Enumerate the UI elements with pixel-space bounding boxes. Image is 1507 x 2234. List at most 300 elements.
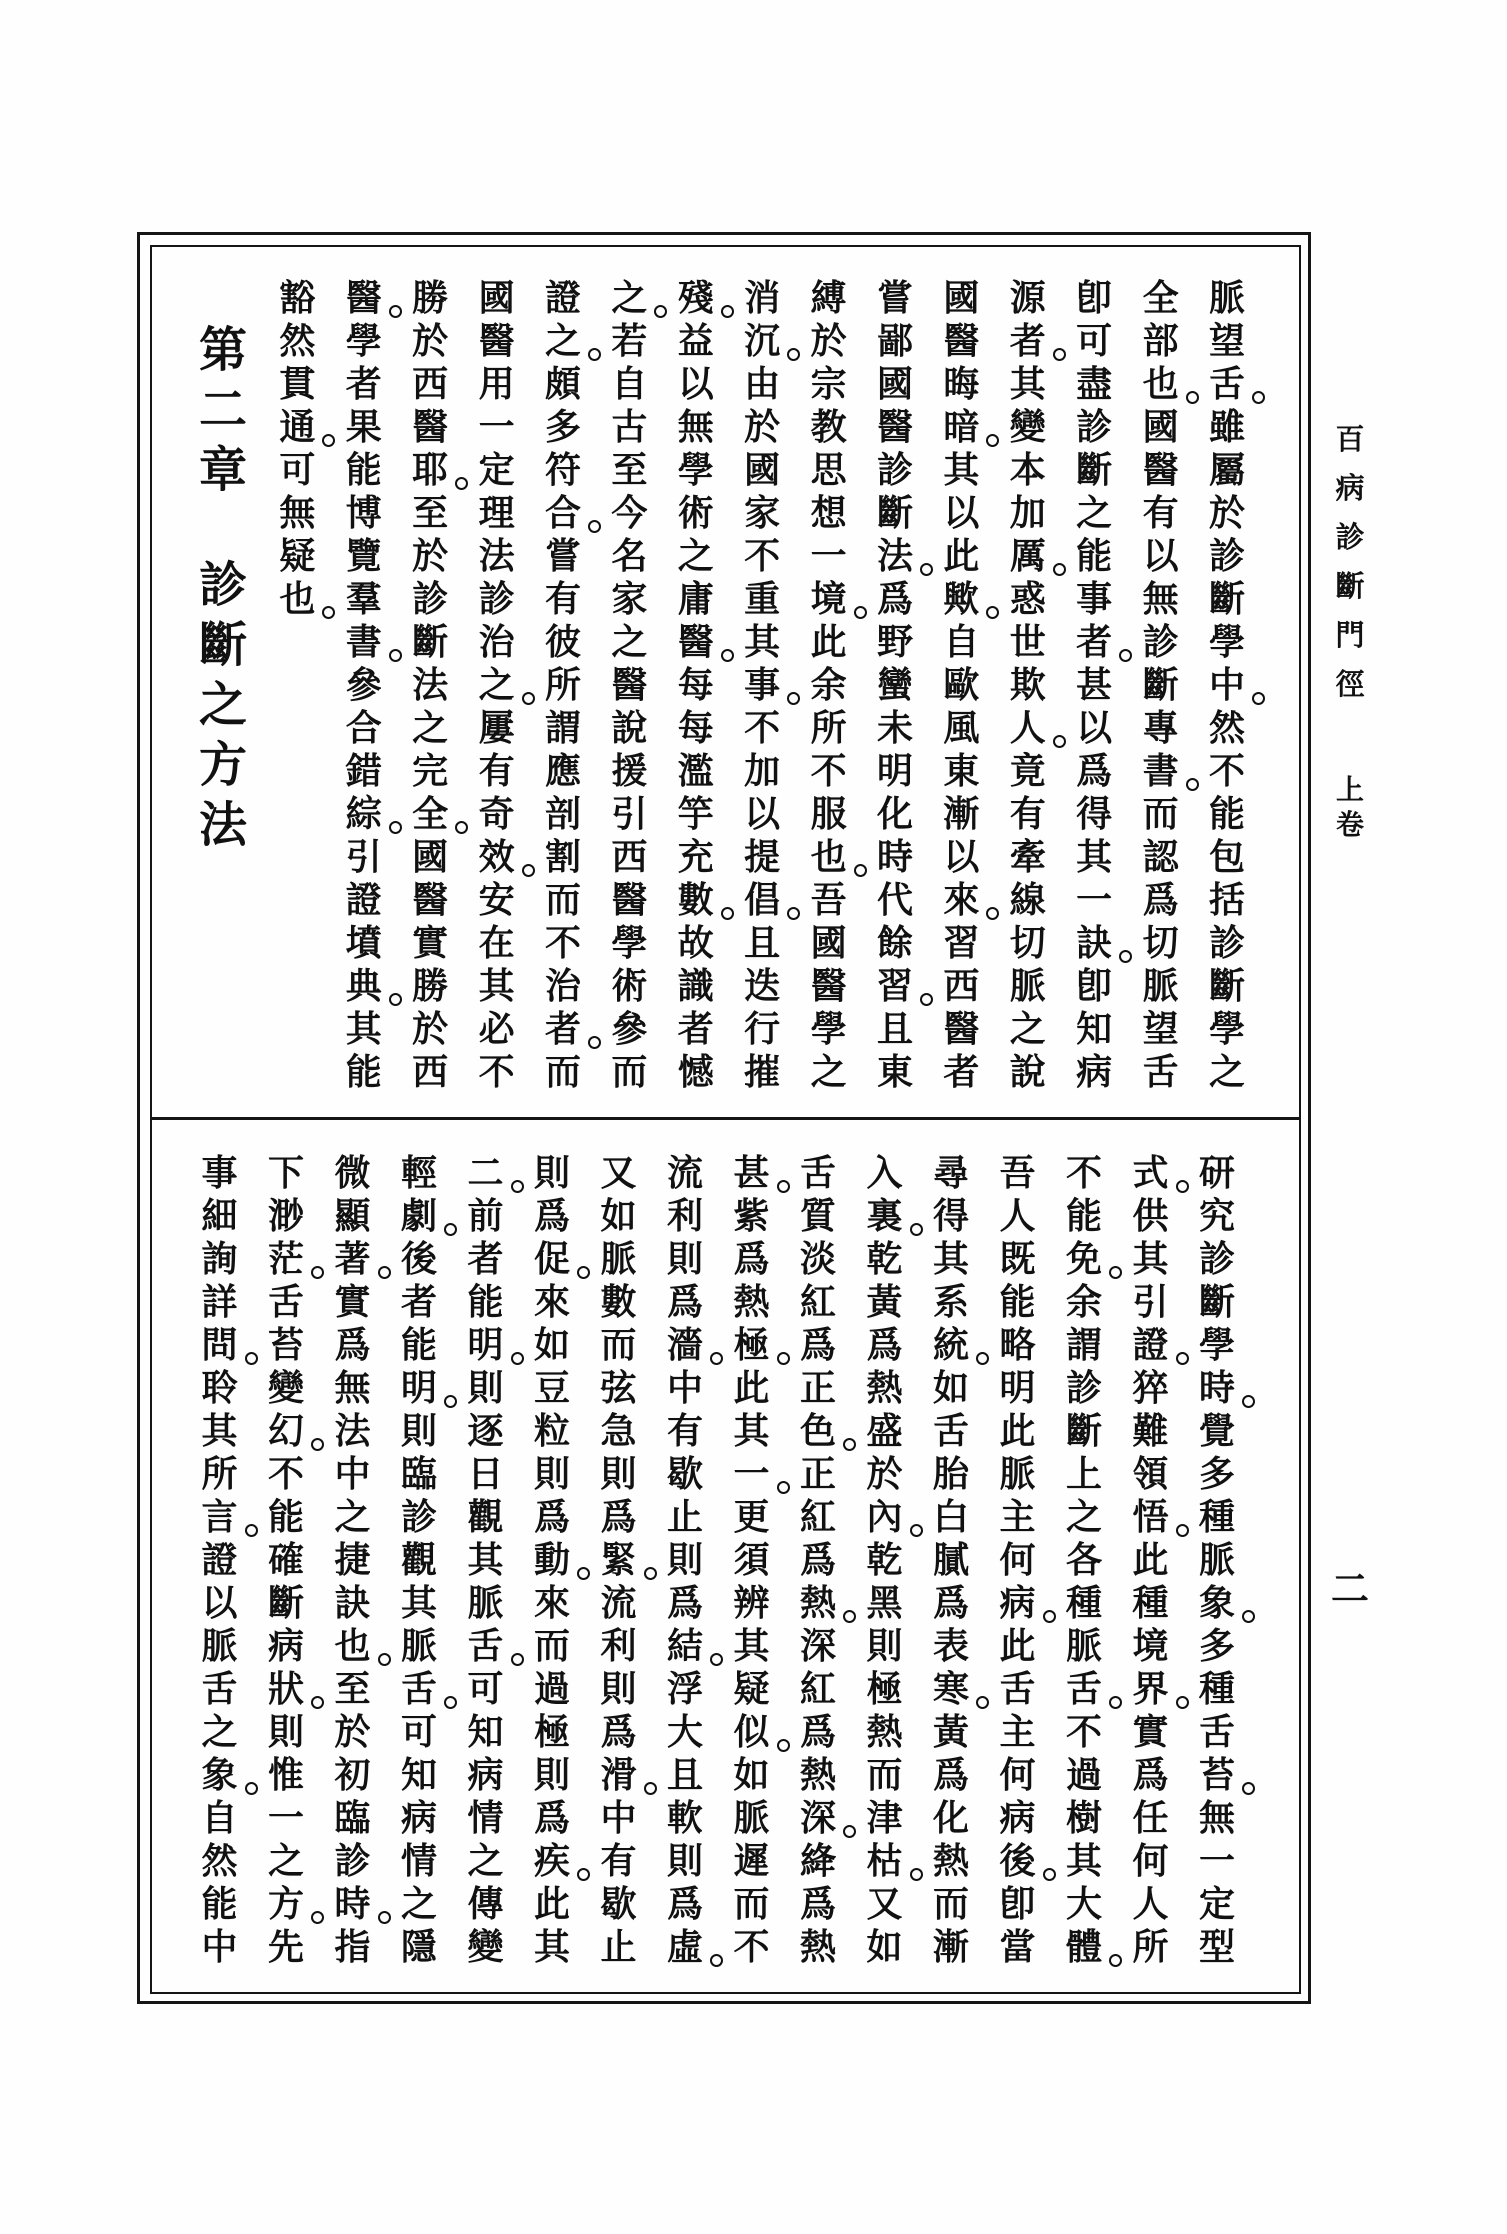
glyph: 國 [1142, 406, 1179, 448]
glyph: 餘 [876, 922, 913, 964]
glyph: 舌 [397, 1668, 441, 1711]
glyph: 其 [943, 449, 980, 491]
glyph: 門 [1335, 618, 1365, 652]
glyph: 其 [201, 1410, 238, 1452]
glyph: 黑 [866, 1582, 903, 1624]
text-column [597, 1152, 641, 1969]
glyph: 乾 [866, 1238, 903, 1280]
glyph: 醫 [611, 879, 648, 921]
glyph: 以 [201, 1582, 238, 1624]
glyph: 之 [198, 677, 247, 733]
glyph: 必 [478, 1008, 515, 1050]
glyph: 診 [334, 1840, 371, 1882]
glyph: 明 [876, 750, 913, 792]
glyph: 錯 [345, 750, 382, 792]
glyph: 不 [1065, 1711, 1102, 1753]
glyph: 沉 [740, 320, 784, 363]
glyph: 西 [412, 1051, 449, 1093]
glyph: 爲 [1076, 750, 1113, 792]
text-column [408, 277, 452, 1094]
glyph: 樹 [1065, 1797, 1102, 1839]
glyph: 緊 [597, 1539, 641, 1582]
glyph: 多 [1198, 1453, 1235, 1495]
glyph: 爲 [666, 1883, 703, 1925]
glyph: 其 [467, 1539, 504, 1581]
glyph: 則 [600, 1453, 637, 1495]
glyph: 舌 [1142, 1051, 1179, 1093]
glyph: 明 [999, 1367, 1036, 1409]
running-title [1330, 415, 1370, 709]
glyph: 方 [264, 1883, 308, 1926]
glyph: 謂 [544, 707, 581, 749]
glyph: 爲 [932, 1582, 969, 1624]
glyph: 極 [730, 1324, 774, 1367]
glyph: 結 [663, 1625, 707, 1668]
glyph: 極 [533, 1711, 570, 1753]
glyph: 能 [345, 449, 382, 491]
glyph: 人 [1132, 1883, 1169, 1925]
glyph: 二 [464, 1152, 508, 1195]
glyph: 又 [600, 1152, 637, 1194]
text-column [1072, 277, 1116, 1094]
glyph: 斷 [267, 1582, 304, 1624]
glyph: 領 [1132, 1453, 1169, 1495]
glyph: 後 [400, 1238, 437, 1280]
glyph: 有 [544, 578, 581, 620]
glyph: 醫 [478, 320, 515, 362]
glyph: 爲 [1142, 879, 1179, 921]
glyph: 所 [544, 664, 581, 706]
glyph: 實 [334, 1281, 371, 1323]
text-column [1006, 277, 1050, 1094]
glyph: 更 [733, 1496, 770, 1538]
glyph: 斷 [1198, 1281, 1235, 1323]
glyph: 則 [600, 1668, 637, 1710]
chapter-number [193, 320, 253, 500]
glyph: 白 [932, 1496, 969, 1538]
glyph: 多 [1198, 1625, 1235, 1667]
glyph: 包 [1208, 836, 1245, 878]
glyph: 急 [600, 1410, 637, 1452]
text-column [929, 1152, 973, 1969]
glyph: 縛 [810, 277, 847, 319]
glyph: 說 [611, 707, 648, 749]
text-column [674, 277, 718, 1094]
glyph: 屬 [1208, 449, 1245, 491]
glyph: 何 [1132, 1840, 1169, 1882]
glyph: 熱 [799, 1926, 836, 1968]
glyph: 其 [733, 1410, 770, 1452]
glyph: 治 [478, 621, 515, 663]
glyph: 爲 [600, 1496, 637, 1538]
glyph: 知 [1076, 1008, 1113, 1050]
glyph: 卽 [999, 1883, 1036, 1925]
glyph: 古 [611, 406, 648, 448]
glyph: 熱 [866, 1367, 903, 1409]
glyph: 豁 [279, 277, 316, 319]
glyph: 一 [478, 406, 515, 448]
glyph: 能 [1065, 1195, 1102, 1237]
glyph: 加 [1009, 492, 1046, 534]
glyph: 貫 [279, 363, 316, 405]
glyph: 者 [1072, 621, 1116, 664]
glyph: 臨 [334, 1797, 371, 1839]
glyph: 之 [1009, 1008, 1046, 1050]
glyph: 爲 [932, 1754, 969, 1796]
glyph: 則 [267, 1711, 304, 1753]
glyph: 傳 [467, 1883, 504, 1925]
glyph: 病 [467, 1754, 504, 1796]
glyph: 茫 [264, 1238, 308, 1281]
glyph: 不 [544, 922, 581, 964]
glyph: 引 [1132, 1281, 1169, 1323]
glyph: 病 [400, 1797, 437, 1839]
glyph: 色 [796, 1410, 840, 1453]
glyph: 參 [345, 664, 382, 706]
glyph: 熱 [733, 1281, 770, 1323]
glyph: 實 [412, 922, 449, 964]
glyph: 自 [611, 363, 648, 405]
glyph: 一 [810, 535, 847, 577]
glyph: 故 [677, 922, 714, 964]
glyph: 病 [996, 1582, 1040, 1625]
glyph: 爲 [866, 1324, 903, 1366]
glyph: 診 [876, 449, 913, 491]
glyph: 入 [866, 1152, 903, 1194]
glyph: 爲 [666, 1582, 703, 1624]
glyph: 境 [1132, 1625, 1169, 1667]
glyph: 著 [331, 1238, 375, 1281]
glyph: 於 [1208, 492, 1245, 534]
glyph: 也 [1139, 363, 1183, 406]
glyph: 能 [467, 1281, 504, 1323]
glyph: 明 [397, 1367, 441, 1410]
glyph: 能 [400, 1324, 437, 1366]
glyph: 家 [611, 578, 648, 620]
glyph: 則 [533, 1453, 570, 1495]
glyph: 也 [275, 578, 319, 621]
glyph: 一 [267, 1797, 304, 1839]
glyph: 型 [1198, 1926, 1235, 1968]
glyph: 法 [334, 1410, 371, 1452]
glyph: 臨 [400, 1453, 437, 1495]
glyph: 斷 [876, 492, 913, 534]
glyph: 方 [198, 737, 247, 793]
glyph: 醫 [342, 277, 386, 320]
glyph: 也 [807, 836, 851, 879]
glyph: 則 [666, 1840, 703, 1882]
glyph: 爲 [799, 1539, 836, 1581]
glyph: 羣 [345, 578, 382, 620]
glyph: 而 [544, 1051, 581, 1093]
glyph: 情 [400, 1840, 437, 1882]
glyph: 詢 [201, 1238, 238, 1280]
glyph: 膩 [932, 1539, 969, 1581]
glyph: 觀 [467, 1496, 504, 1538]
glyph: 然 [201, 1840, 238, 1882]
glyph: 吾 [810, 879, 847, 921]
glyph: 苔 [267, 1324, 304, 1366]
glyph: 合 [345, 707, 382, 749]
glyph: 情 [467, 1797, 504, 1839]
text-column [607, 277, 651, 1094]
glyph: 歐 [943, 664, 980, 706]
glyph: 苔 [1195, 1754, 1239, 1797]
glyph: 者 [1006, 320, 1050, 363]
glyph: 則 [400, 1410, 437, 1452]
glyph: 東 [943, 750, 980, 792]
glyph: 於 [412, 1008, 449, 1050]
glyph: 爲 [666, 1281, 703, 1323]
glyph: 熱 [866, 1711, 903, 1753]
glyph: 脈 [600, 1238, 637, 1280]
glyph: 至 [412, 492, 449, 534]
glyph: 如 [866, 1926, 903, 1968]
glyph: 診 [1065, 1367, 1102, 1409]
glyph: 所 [1132, 1926, 1169, 1968]
glyph: 病 [267, 1625, 304, 1667]
glyph: 變 [267, 1367, 304, 1409]
glyph: 疑 [733, 1668, 770, 1710]
glyph: 無 [1142, 578, 1179, 620]
glyph: 醫 [943, 1008, 980, 1050]
glyph: 下 [267, 1152, 304, 1194]
glyph: 可 [1076, 320, 1113, 362]
glyph: 部 [1142, 320, 1179, 362]
glyph: 深 [799, 1625, 836, 1667]
glyph: 通 [275, 406, 319, 449]
glyph: 每 [677, 707, 714, 749]
glyph: 此 [810, 621, 847, 663]
glyph: 且 [744, 922, 781, 964]
glyph: 中 [666, 1367, 703, 1409]
glyph: 斷 [1208, 965, 1245, 1007]
glyph: 之 [677, 535, 714, 577]
glyph: 斷 [1142, 664, 1179, 706]
glyph: 人 [999, 1195, 1036, 1237]
glyph: 知 [400, 1754, 437, 1796]
glyph: 爲 [733, 1238, 770, 1280]
glyph: 其 [1009, 363, 1046, 405]
glyph: 時 [876, 836, 913, 878]
glyph: 醫 [943, 320, 980, 362]
glyph: 略 [999, 1324, 1036, 1366]
glyph: 來 [533, 1281, 570, 1323]
text-column [663, 1152, 707, 1969]
glyph: 胎 [932, 1453, 969, 1495]
glyph: 種 [1065, 1582, 1102, 1624]
glyph: 切 [1142, 922, 1179, 964]
glyph: 益 [677, 320, 714, 362]
glyph: 醫 [810, 965, 847, 1007]
glyph: 剖 [544, 793, 581, 835]
glyph: 括 [1208, 879, 1245, 921]
glyph: 舌 [1062, 1668, 1106, 1711]
glyph: 切 [1009, 922, 1046, 964]
glyph: 表 [932, 1625, 969, 1667]
glyph: 界 [1129, 1668, 1173, 1711]
glyph: 主 [999, 1711, 1036, 1753]
glyph: 其 [533, 1926, 570, 1968]
glyph: 而 [544, 879, 581, 921]
glyph: 國 [744, 449, 781, 491]
glyph: 式 [1129, 1152, 1173, 1195]
glyph: 疾 [530, 1840, 574, 1883]
glyph: 倡 [740, 879, 784, 922]
glyph: 歇 [666, 1453, 703, 1495]
glyph: 隱 [400, 1926, 437, 1968]
glyph: 浮 [666, 1668, 703, 1710]
glyph: 西 [611, 836, 648, 878]
glyph: 此 [733, 1367, 770, 1409]
glyph: 來 [939, 879, 983, 922]
glyph: 於 [412, 535, 449, 577]
glyph: 診 [198, 557, 247, 613]
glyph: 遲 [733, 1840, 770, 1882]
glyph: 者 [400, 1281, 437, 1323]
glyph: 乾 [866, 1539, 903, 1581]
glyph: 微 [334, 1152, 371, 1194]
glyph: 絳 [799, 1840, 836, 1882]
glyph: 斷 [198, 617, 247, 673]
glyph: 西 [943, 965, 980, 1007]
glyph: 學 [810, 1008, 847, 1050]
glyph: 提 [744, 836, 781, 878]
glyph: 若 [611, 320, 648, 362]
glyph: 由 [744, 363, 781, 405]
glyph: 種 [1198, 1496, 1235, 1538]
glyph: 舌 [1205, 363, 1249, 406]
text-column [198, 1152, 242, 1969]
glyph: 系 [932, 1281, 969, 1323]
glyph: 境 [807, 578, 851, 621]
glyph: 種 [1132, 1582, 1169, 1624]
glyph: 鄙 [876, 320, 913, 362]
glyph: 而 [533, 1625, 570, 1667]
glyph: 東 [876, 1051, 913, 1093]
glyph: 大 [666, 1711, 703, 1753]
glyph: 促 [530, 1238, 574, 1281]
glyph: 有 [600, 1840, 637, 1882]
glyph: 爲 [799, 1883, 836, 1925]
glyph: 殘 [674, 277, 718, 320]
text-column [331, 1152, 375, 1969]
glyph: 學 [611, 922, 648, 964]
glyph: 想 [810, 492, 847, 534]
glyph: 研 [1198, 1152, 1235, 1194]
glyph: 於 [744, 406, 781, 448]
glyph: 診 [412, 578, 449, 620]
text-column [530, 1152, 574, 1969]
glyph: 能 [999, 1281, 1036, 1323]
glyph: 寒 [929, 1668, 973, 1711]
glyph: 牽 [1009, 836, 1046, 878]
glyph: 得 [932, 1195, 969, 1237]
text-column [863, 1152, 907, 1969]
glyph: 之 [400, 1883, 437, 1925]
glyph: 割 [544, 836, 581, 878]
glyph: 舌 [932, 1410, 969, 1452]
glyph: 初 [334, 1754, 371, 1796]
glyph: 名 [611, 535, 648, 577]
glyph: 爲 [799, 1324, 836, 1366]
glyph: 斷 [1208, 578, 1245, 620]
glyph: 則 [467, 1367, 504, 1409]
glyph: 厲 [1006, 535, 1050, 578]
glyph: 日 [467, 1453, 504, 1495]
glyph: 竽 [677, 793, 714, 835]
glyph: 可 [279, 449, 316, 491]
glyph: 果 [345, 406, 382, 448]
glyph: 免 [1062, 1238, 1106, 1281]
glyph: 不 [733, 1926, 770, 1968]
glyph: 化 [932, 1797, 969, 1839]
glyph: 如 [600, 1195, 637, 1237]
glyph: 病 [1076, 1051, 1113, 1093]
glyph: 證 [201, 1539, 238, 1581]
glyph: 診 [1208, 535, 1245, 577]
text-column [730, 1152, 774, 1969]
glyph: 其 [1076, 836, 1113, 878]
glyph: 舌 [1198, 1711, 1235, 1753]
glyph: 過 [533, 1668, 570, 1710]
text-column [264, 1152, 308, 1969]
glyph: 黃 [932, 1711, 969, 1753]
glyph: 漸 [932, 1926, 969, 1968]
glyph: 頗 [544, 363, 581, 405]
glyph: 宗 [810, 363, 847, 405]
glyph: 博 [345, 492, 382, 534]
glyph: 能 [201, 1883, 238, 1925]
glyph: 實 [1132, 1711, 1169, 1753]
glyph: 脈 [733, 1797, 770, 1839]
text-column [1195, 1152, 1239, 1969]
glyph: 其 [1065, 1840, 1102, 1882]
glyph: 之 [467, 1840, 504, 1882]
glyph: 之 [475, 664, 519, 707]
glyph: 徑 [1335, 667, 1365, 701]
glyph: 劇 [397, 1195, 441, 1238]
glyph: 脈 [400, 1625, 437, 1667]
glyph: 紅 [799, 1281, 836, 1323]
text-column [1139, 277, 1183, 1094]
glyph: 濫 [677, 750, 714, 792]
chapter-title [193, 555, 253, 855]
glyph: 如 [533, 1324, 570, 1366]
glyph: 參 [611, 1008, 648, 1050]
glyph: 惑 [1009, 578, 1046, 620]
glyph: 舌 [799, 1152, 836, 1194]
glyph: 耶 [408, 449, 452, 492]
glyph: 憾 [677, 1051, 714, 1093]
glyph: 統 [929, 1324, 973, 1367]
glyph: 然 [279, 320, 316, 362]
glyph: 指 [334, 1926, 371, 1968]
glyph: 援 [611, 750, 648, 792]
glyph: 也 [331, 1625, 375, 1668]
glyph: 甚 [1076, 664, 1113, 706]
glyph: 其 [400, 1582, 437, 1624]
glyph: 而 [932, 1883, 969, 1925]
glyph: 教 [810, 406, 847, 448]
glyph: 自 [943, 621, 980, 663]
glyph: 國 [876, 363, 913, 405]
glyph: 於 [810, 320, 847, 362]
glyph: 術 [677, 492, 714, 534]
glyph: 符 [544, 449, 581, 491]
glyph: 難 [1132, 1410, 1169, 1452]
glyph: 斷 [1065, 1410, 1102, 1452]
